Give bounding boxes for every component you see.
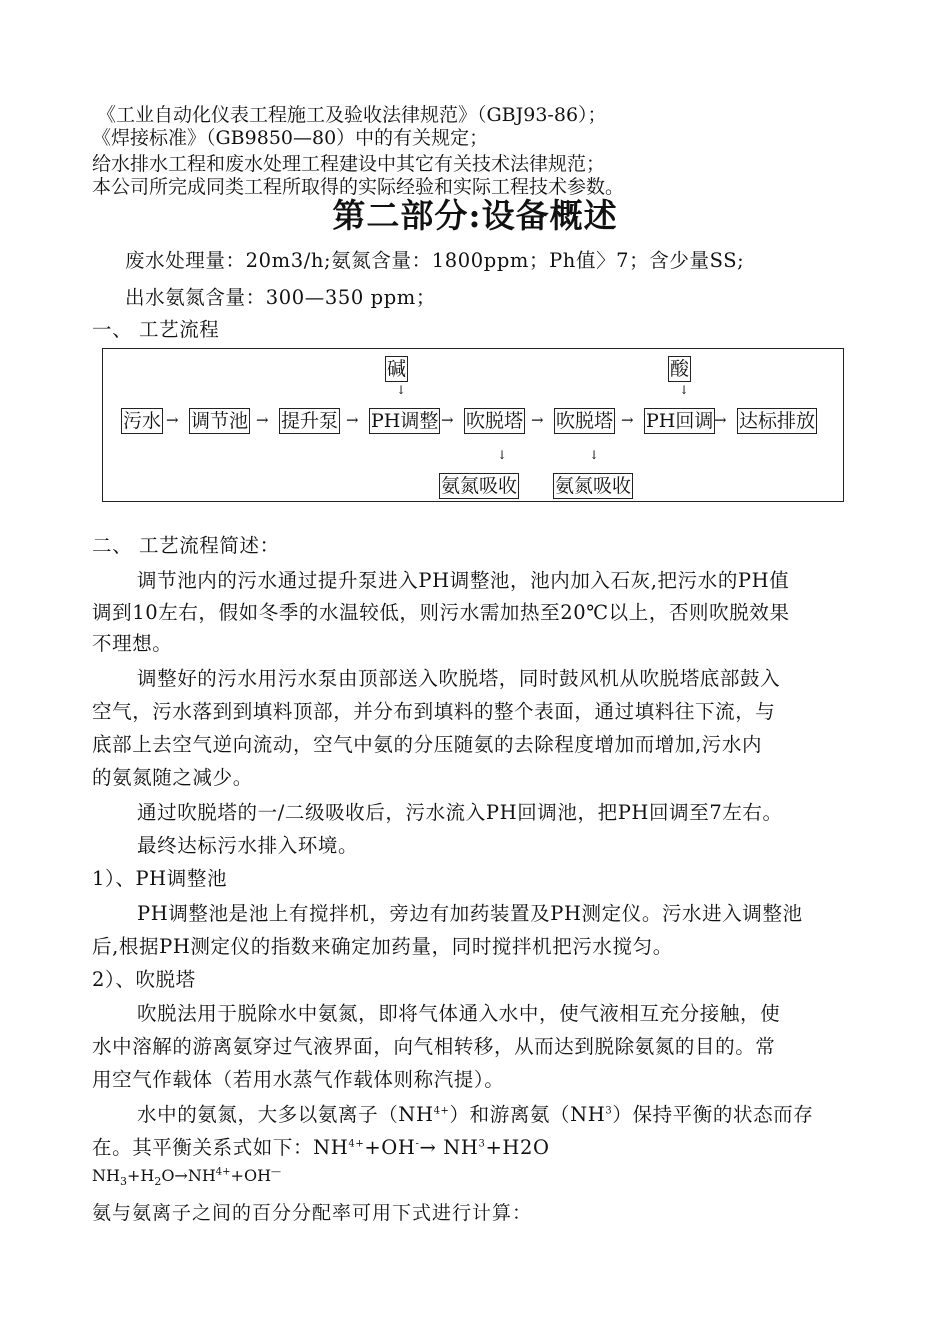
para-line-9: 最终达标污水排入环境。 [137, 834, 359, 857]
node-stripping-tower-2: 吹脱塔 [556, 410, 614, 432]
para-line-6: 底部上去空气逆向流动，空气中氨的分压随氨的去除程度增加而增加,污水内 [92, 733, 763, 756]
subheading-stripping-tower: 2）、吹脱塔 [92, 968, 196, 991]
node-lift-pump: 提升泵 [281, 410, 339, 432]
section-title: 第二部分:设备概述 [332, 196, 618, 235]
arrow-1: → [166, 411, 179, 429]
node-ammonia-absorb-2: 氨氮吸收 [555, 475, 632, 497]
ref-line-4: 本公司所完成同类工程所取得的实际经验和实际工程技术参数。 [92, 176, 625, 198]
process-flow-diagram [102, 348, 844, 502]
arrow-5: → [531, 411, 544, 429]
arrow-4: → [441, 411, 454, 429]
para-line-12: 后,根据PH测定仪的指数来确定加药量，同时搅拌机把污水搅匀。 [92, 935, 673, 958]
equilibrium-line-2: 在。其平衡关系式如下：$NH^{4+}+OH^-\to NH^3+H2O$ [92, 1136, 550, 1159]
spec-line-1: 废水处理量：20m3/h;氨氮含量：1800ppm；Ph值〉7；含少量SS; [125, 249, 745, 272]
alkali-input: 碱 [387, 358, 407, 380]
subheading-ph-tank: 1）、PH调整池 [92, 867, 228, 890]
heading-process-flow: 一、 工艺流程 [92, 318, 220, 341]
node-regulating-tank: 调节池 [191, 410, 249, 432]
down-arrow-alkali: ↓ [396, 383, 407, 397]
spec-line-2: 出水氨氮含量：300—350 ppm； [125, 286, 436, 309]
para-line-14: 吹脱法用于脱除水中氨氮，即将气体通入水中，使气液相互充分接触，使 [137, 1002, 781, 1025]
node-sewage: 污水 [123, 410, 162, 432]
down-arrow-acid: ↓ [679, 383, 690, 397]
down-arrow-tower-2: ↓ [589, 448, 600, 462]
acid-input: 酸 [670, 358, 690, 380]
arrow-7: → [714, 411, 727, 429]
equilibrium-line-1: 水中的氨氮，大多以氨离子$(NH^{4+})$和游离氨$(NH^3)$保持平衡的状态而存 [137, 1103, 814, 1126]
para-line-8: 通过吹脱塔的一/二级吸收后，污水流入PH回调池，把PH回调至7左右。 [137, 801, 783, 824]
node-ph-adjust: PH调整 [371, 410, 439, 432]
node-ammonia-absorb-1: 氨氮吸收 [441, 475, 518, 497]
arrow-6: → [621, 411, 634, 429]
para-line-11: PH调整池是池上有搅拌机，旁边有加药装置及PH测定仪。污水进入调整池 [137, 902, 803, 925]
node-ph-readjust: PH回调 [646, 410, 714, 432]
para-line-15: 水中溶解的游离氨穿过气液界面，向气相转移，从而达到脱除氨氮的目的。常 [92, 1035, 776, 1058]
para-line-16: 用空气作载体（若用水蒸气作载体则称汽提）。 [92, 1068, 505, 1091]
ref-line-2: 《焊接标准》（GB9850—80）中的有关规定； [92, 127, 489, 149]
ref-line-3: 给水排水工程和废水处理工程建设中其它有关技术法律规范； [92, 153, 606, 175]
heading-process-description: 二、 工艺流程简述： [92, 534, 280, 557]
para-line-7: 的氨氮随之减少。 [92, 766, 253, 789]
para-line-4: 调整好的污水用污水泵由顶部送入吹脱塔，同时鼓风机从吹脱塔底部鼓入 [137, 667, 781, 690]
equilibrium-equation: $NH_3+H_2O\to NH^{4+}+OH^—$ [92, 1166, 282, 1189]
para-line-3: 不理想。 [92, 632, 173, 655]
para-line-2: 调到10左右，假如冬季的水温较低，则污水需加热至20℃以上，否则吹脱效果 [92, 601, 790, 624]
down-arrow-tower-1: ↓ [497, 448, 508, 462]
para-last: 氨与氨离子之间的百分分配率可用下式进行计算： [92, 1202, 533, 1224]
para-line-1: 调节池内的污水通过提升泵进入PH调整池，池内加入石灰,把污水的PH值 [137, 569, 790, 592]
arrow-3: → [346, 411, 359, 429]
node-discharge: 达标排放 [739, 410, 816, 432]
arrow-2: → [256, 411, 269, 429]
ref-line-1: 《工业自动化仪表工程施工及验收法律规范》（GBJ93-86）； [97, 104, 607, 126]
para-line-5: 空气，污水落到到填料顶部，并分布到填料的整个表面，通过填料往下流，与 [92, 700, 776, 723]
node-stripping-tower-1: 吹脱塔 [466, 410, 524, 432]
